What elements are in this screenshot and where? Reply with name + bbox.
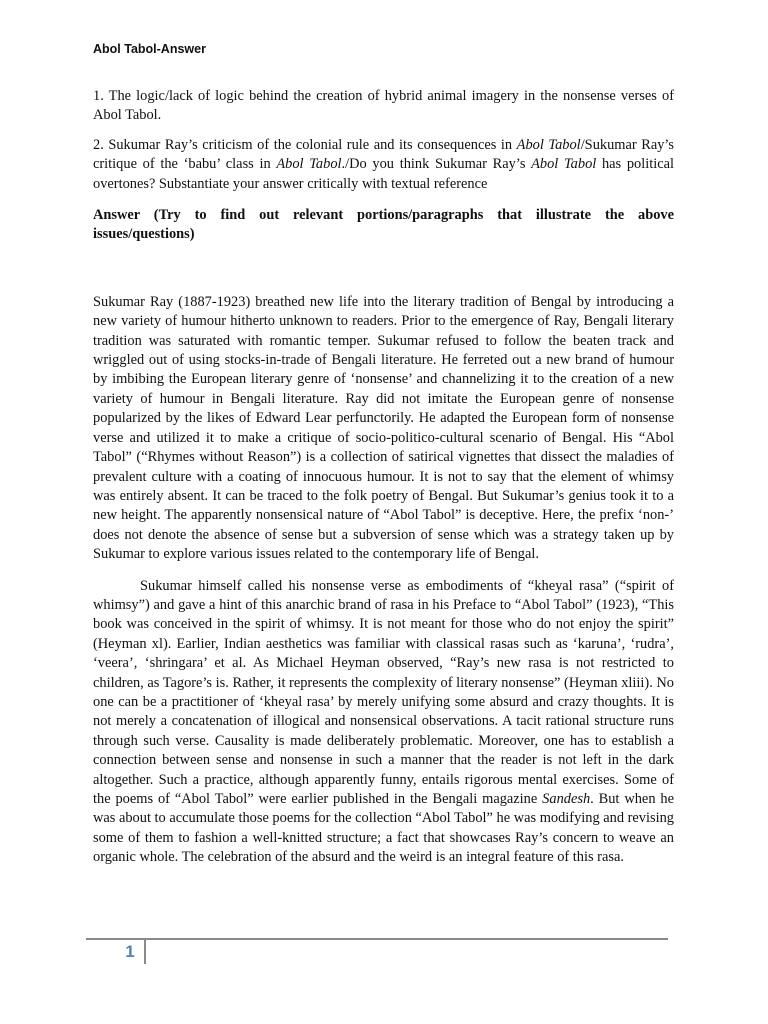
document-body bbox=[93, 87, 674, 868]
body-paragraph-2-text: . But when he was about to accumulate those poems for the collection “Abol Tabol” he was modifying and revising some of them to fashion a well-knitted structure; a fact that showcases Ray’s concern to weave an organic whole. The celebration of the absurd and the weird is an integral feature of this rasa. bbox=[93, 791, 674, 866]
page-number-divider bbox=[144, 938, 146, 964]
question-2-text: ./Do you think Sukumar Ray’s bbox=[341, 156, 532, 173]
document-header-title: Abol Tabol-Answer bbox=[93, 42, 206, 56]
question-2-title-ref: Abol Tabol bbox=[516, 136, 581, 153]
magazine-title: Sandesh bbox=[542, 791, 591, 807]
question-2 bbox=[93, 136, 674, 194]
body-paragraph-1: Sukumar Ray (1887-1923) breathed new life into the literary tradition of Bengal by introducing a new variety of humour hitherto unknown to readers. Prior to the emergence of Ray, Bengali literary tradition was saturated with romantic temper. Sukumar refused to follow the beaten track and wriggled out of using stocks-in-trade of Bengali literature. He ferreted out a new brand of humour by imbibing the European literary genre of ‘nonsense’ and channelizing it to the creation of a new variety of humour in Bengali literature. Ray did not imitate the European genre of nonsense popularized by the likes of Edward Lear perfunctorily. He adapted the European form of nonsense verse and utilized it to make a critique of socio-politico-cultural scenario of Bengal. His “Abol Tabol” (“Rhymes without Reason”) is a collection of satirical vignettes that dissect the maladies of prevalent culture with a coating of innocuous humour. It is not to say that the element of whimsy was entirely absent. It can be traced to the folk poetry of Bengal. But Sukumar’s genius took it to a new height. The apparently nonsensical nature of “Abol Tabol” is deceptive. Here, the prefix ‘non-’ does not denote the absence of sense but a subversion of sense which was a strategy taken up by Sukumar to explore various issues related to the contemporary life of Bengal. bbox=[93, 293, 674, 563]
footer-divider bbox=[86, 938, 668, 940]
question-2-title-ref: Abol Tabol bbox=[276, 156, 342, 173]
body-paragraph-2 bbox=[93, 577, 674, 868]
question-2-text: /Sukumar Ray’s critique of the ‘babu’ class in bbox=[93, 136, 674, 173]
question-2-text: 2. Sukumar Ray’s criticism of the colonial rule and its consequences in bbox=[93, 136, 517, 153]
page-number: 1 bbox=[125, 942, 135, 961]
question-2-title-ref: Abol Tabol bbox=[531, 156, 597, 173]
body-paragraph-2-text: Sukumar himself called his nonsense verse as embodiments of “kheyal rasa” (“spirit of whimsy”) and gave a hint of this anarchic brand of rasa in his Preface to “Abol Tabol” (1923), “This book was conceived in the spirit of whimsy. It is not meant for those who do not enjoy the spirit” (Heyman xl). Earlier, Indian aesthetics was familiar with classical rasas such as ‘karuna’, ‘rudra’, ‘veera’, ‘shringara’ et al. As Michael Heyman observed, “Ray’s new rasa is not restricted to children, as Tagore’s is. Rather, it represents the complexity of literary nonsense” (Heyman xliii). No one can be a practitioner of ‘kheyal rasa’ by merely unifying some absurd and crazy thoughts. It is not merely a concatenation of illogical and nonsensical observations. A tacit rational structure runs through such verse. Causality is made deliberately problematic. Moreover, one has to establish a connection between sense and nonsense in such a manner that the reader is not left in the dark altogether. Such a practice, although apparently funny, entails rigorous mental exercises. Some of the poems of “Abol Tabol” were earlier published in the Bengali magazine bbox=[93, 577, 674, 807]
question-2-text: has political overtones? Substantiate your answer critically with textual reference bbox=[93, 156, 675, 192]
question-1: 1. The logic/lack of logic behind the creation of hybrid animal imagery in the nonsense verses of Abol Tabol. bbox=[93, 88, 674, 124]
answer-heading: Answer (Try to find out relevant portions/paragraphs that illustrate the above issues/questions) bbox=[93, 207, 674, 243]
